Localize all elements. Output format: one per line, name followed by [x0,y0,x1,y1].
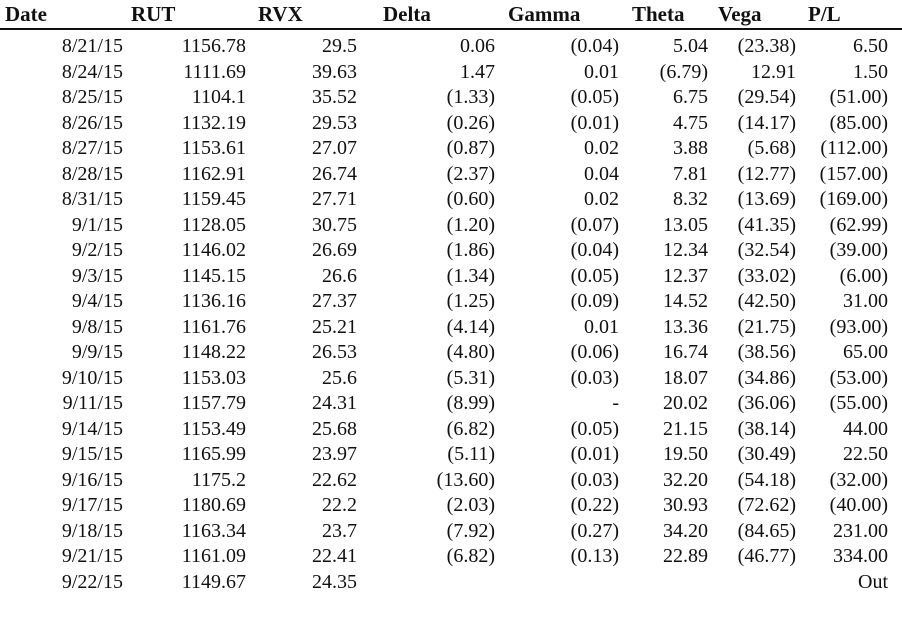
theta-cell: 21.15 [663,417,708,440]
gamma-cell: (0.06) [570,341,619,363]
table-row [0,110,902,136]
theta-cell: 30.93 [663,494,708,516]
delta-cell: (8.99) [446,392,495,414]
rvx-cell: 27.07 [312,137,357,159]
vega-cell: (36.06) [737,392,796,414]
delta-cell: (6.82) [446,417,495,440]
table-row [0,518,902,544]
vega-cell: (14.17) [737,111,796,134]
vega-cell: (38.14) [737,417,796,440]
date-cell: 9/8/15 [71,315,123,338]
table-row [0,365,902,391]
date-cell: 9/16/15 [61,468,123,491]
date-cell: 9/2/15 [71,239,123,261]
vega-cell: (29.54) [737,86,796,108]
rvx-cell: 39.63 [312,60,357,83]
date-cell: 9/1/15 [71,213,123,236]
rvx-cell: 26.69 [312,239,357,261]
table-row [0,161,902,187]
rut-cell: 1180.69 [181,494,246,516]
date-cell: 9/10/15 [61,366,123,389]
rvx-cell: 26.74 [312,162,357,185]
delta-cell: (2.03) [446,494,495,516]
theta-cell: 19.50 [663,443,708,465]
rvx-cell: 30.75 [312,213,357,236]
vega-cell: (84.65) [737,519,796,542]
vega-cell: 12.91 [751,60,796,83]
table-row [0,84,902,110]
gamma-cell: (0.27) [570,519,619,542]
theta-cell: 22.89 [663,545,708,567]
delta-cell: (2.37) [446,162,495,185]
theta-cell: 20.02 [663,392,708,414]
vega-cell: (42.50) [737,290,796,312]
table-row [0,59,902,85]
gamma-cell: (0.13) [570,545,619,567]
date-cell: 9/15/15 [61,443,123,465]
pl-cell: 231.00 [833,519,888,542]
table-row [0,339,902,365]
delta-cell: (4.80) [446,341,495,363]
rut-cell: 1175.2 [191,468,246,491]
table-row [0,237,902,263]
table-row [0,569,902,595]
table-row [0,467,902,493]
rut-cell: 1132.19 [181,111,246,134]
gamma-cell: (0.22) [570,494,619,516]
rut-cell: 1157.79 [181,392,246,414]
rvx-cell: 35.52 [312,86,357,108]
delta-cell: (1.33) [446,86,495,108]
theta-cell: 32.20 [663,468,708,491]
delta-header: Delta [383,2,431,26]
date-cell: 8/31/15 [61,188,123,210]
pl-cell: (169.00) [819,188,888,210]
date-cell: 8/25/15 [61,86,123,108]
delta-cell: 0.06 [460,35,495,57]
pl-cell: 6.50 [853,35,888,57]
delta-cell: (5.11) [447,443,495,465]
vega-cell: (32.54) [737,239,796,261]
table-row [0,212,902,238]
theta-cell: 4.75 [673,111,708,134]
delta-cell: (1.86) [446,239,495,261]
theta-cell: 14.52 [663,290,708,312]
date-cell: 8/28/15 [61,162,123,185]
date-cell: 9/18/15 [61,519,123,542]
date-cell: 9/4/15 [71,290,123,312]
pl-cell: (53.00) [829,366,888,389]
rut-cell: 1136.16 [181,290,246,312]
gamma-cell: (0.05) [570,417,619,440]
rut-cell: 1165.99 [181,443,246,465]
date-cell: 9/3/15 [71,264,123,287]
table-row [0,135,902,161]
delta-cell: (7.92) [446,519,495,542]
gamma-cell: 0.01 [584,315,619,338]
pl-cell: (62.99) [829,213,888,236]
date-cell: 8/26/15 [61,111,123,134]
theta-cell: 6.75 [673,86,708,108]
rvx-cell: 29.53 [312,111,357,134]
theta-cell: 13.36 [663,315,708,338]
rvx-cell: 29.5 [322,35,357,57]
theta-cell: 34.20 [663,519,708,542]
table-row [0,441,902,467]
date-cell: 8/27/15 [61,137,123,159]
vega-cell: (34.86) [737,366,796,389]
delta-cell: (1.25) [446,290,495,312]
pl-cell: (39.00) [829,239,888,261]
vega-cell: (23.38) [737,35,796,57]
date-cell: 8/24/15 [61,60,123,83]
gamma-cell: (0.04) [570,35,619,57]
rvx-cell: 24.35 [312,570,357,593]
date-cell: 9/22/15 [61,570,123,593]
vega-cell: (13.69) [737,188,796,210]
delta-cell: (1.20) [446,213,495,236]
gamma-cell: (0.04) [570,239,619,261]
theta-cell: 18.07 [663,366,708,389]
delta-cell: (5.31) [446,366,495,389]
gamma-cell: (0.05) [570,264,619,287]
table-row [0,33,902,59]
table-row [0,543,902,569]
rvx-cell: 23.7 [322,519,357,542]
header-rule [0,28,902,30]
delta-cell: (4.14) [446,315,495,338]
date-cell: 9/21/15 [61,545,123,567]
pl-cell: (93.00) [829,315,888,338]
gamma-cell: (0.01) [570,443,619,465]
pl-cell: 22.50 [843,443,888,465]
rut-cell: 1146.02 [181,239,246,261]
vega-cell: (33.02) [737,264,796,287]
vega-cell: (12.77) [737,162,796,185]
pl-cell: (40.00) [829,494,888,516]
pl-cell: (55.00) [829,392,888,414]
rut-cell: 1159.45 [181,188,246,210]
date-cell: 9/9/15 [71,341,123,363]
gamma-cell: 0.02 [584,137,619,159]
date-header: Date [5,2,47,26]
vega-cell: (54.18) [737,468,796,491]
theta-cell: 13.05 [663,213,708,236]
delta-cell: (0.26) [446,111,495,134]
gamma-cell: 0.04 [584,162,619,185]
gamma-cell: (0.03) [570,468,619,491]
rvx-cell: 25.6 [322,366,357,389]
rvx-cell: 26.53 [312,341,357,363]
rut-cell: 1162.91 [181,162,246,185]
date-cell: 9/14/15 [61,417,123,440]
rut-cell: 1153.49 [181,417,246,440]
delta-cell: (0.87) [446,137,495,159]
pl-cell: Out [858,570,888,593]
pl-cell: 1.50 [853,60,888,83]
gamma-cell: 0.02 [584,188,619,210]
rut-cell: 1153.03 [181,366,246,389]
table-row [0,492,902,518]
rut-cell: 1156.78 [181,35,246,57]
pl-cell: 334.00 [833,545,888,567]
rvx-cell: 27.37 [312,290,357,312]
vega-cell: (5.68) [747,137,796,159]
delta-cell: 1.47 [460,60,495,83]
pl-cell: (157.00) [819,162,888,185]
rvx-cell: 22.41 [312,545,357,567]
gamma-cell: 0.01 [584,60,619,83]
theta-cell: 12.37 [663,264,708,287]
theta-header: Theta [632,2,685,26]
theta-cell: 3.88 [673,137,708,159]
pl-cell: (6.00) [839,264,888,287]
vega-cell: (30.49) [737,443,796,465]
rut-cell: 1153.61 [181,137,246,159]
date-cell: 9/11/15 [62,392,123,414]
delta-cell: (13.60) [436,468,495,491]
rut-cell: 1111.69 [183,60,246,83]
table-row [0,416,902,442]
theta-cell: 8.32 [673,188,708,210]
rvx-cell: 24.31 [312,392,357,414]
pl-cell: (32.00) [829,468,888,491]
rvx-cell: 23.97 [312,443,357,465]
rvx-cell: 22.2 [322,494,357,516]
rut-cell: 1145.15 [181,264,246,287]
gamma-cell: (0.05) [570,86,619,108]
pl-cell: (85.00) [829,111,888,134]
rvx-cell: 25.68 [312,417,357,440]
vega-cell: (41.35) [737,213,796,236]
vega-cell: (21.75) [737,315,796,338]
rut-header: RUT [131,2,176,26]
rvx-cell: 25.21 [312,315,357,338]
gamma-cell: (0.01) [570,111,619,134]
pl-cell: 31.00 [843,290,888,312]
rut-cell: 1163.34 [181,519,246,542]
rut-cell: 1148.22 [181,341,246,363]
gamma-header: Gamma [508,2,581,26]
pl-cell: 44.00 [843,417,888,440]
theta-cell: 5.04 [673,35,708,57]
table-row [0,186,902,212]
rvx-header: RVX [258,2,303,26]
vega-cell: (46.77) [737,545,796,567]
rvx-cell: 27.71 [312,188,357,210]
vega-header: Vega [718,2,762,26]
gamma-cell: - [612,392,619,414]
vega-cell: (72.62) [737,494,796,516]
delta-cell: (6.82) [446,545,495,567]
gamma-cell: (0.03) [570,366,619,389]
delta-cell: (0.60) [446,188,495,210]
pl-header: P/L [808,2,841,26]
theta-cell: (6.79) [659,60,708,83]
table-row [0,314,902,340]
rut-cell: 1128.05 [181,213,246,236]
theta-cell: 12.34 [663,239,708,261]
date-cell: 8/21/15 [61,35,123,57]
vega-cell: (38.56) [737,341,796,363]
pl-cell: (51.00) [829,86,888,108]
pl-cell: (112.00) [820,137,888,159]
table-row [0,288,902,314]
rvx-cell: 22.62 [312,468,357,491]
gamma-cell: (0.09) [570,290,619,312]
rvx-cell: 26.6 [322,264,357,287]
theta-cell: 7.81 [673,162,708,185]
date-cell: 9/17/15 [61,494,123,516]
delta-cell: (1.34) [446,264,495,287]
gamma-cell: (0.07) [570,213,619,236]
rut-cell: 1161.76 [181,315,246,338]
table-row [0,390,902,416]
rut-cell: 1104.1 [191,86,246,108]
theta-cell: 16.74 [663,341,708,363]
table-row [0,263,902,289]
rut-cell: 1161.09 [181,545,246,567]
rut-cell: 1149.67 [181,570,246,593]
pl-cell: 65.00 [843,341,888,363]
